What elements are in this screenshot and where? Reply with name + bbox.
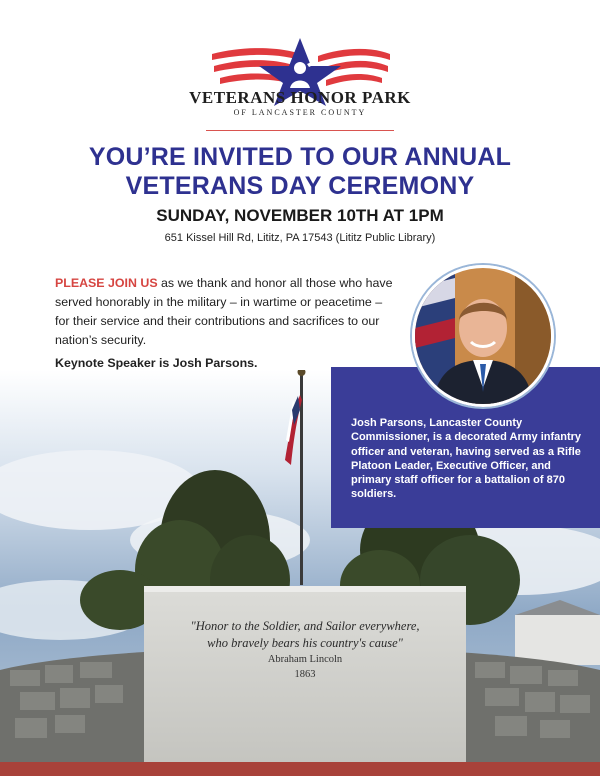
keynote-speaker: Keynote Speaker is Josh Parsons. — [55, 356, 258, 370]
speaker-bio-text: Josh Parsons, Lancaster County Commissioner, is a decorated Army infantry officer and veteran, having served as a Rifle Platoon Leader, Executive Officer, and primary staff officer for a battalion of 870 soldiers. — [351, 417, 582, 501]
event-date-time: SUNDAY, NOVEMBER 10TH AT 1PM — [156, 206, 444, 225]
intro-paragraph — [55, 274, 395, 350]
speaker-photo — [415, 268, 551, 404]
quote-author: Abraham Lincoln — [267, 654, 343, 665]
monument-quote — [150, 618, 460, 652]
quote-line-1: "Honor to the Soldier, and Sailor everywhere, — [190, 619, 420, 633]
invitation-headline — [0, 143, 600, 201]
logo-title: VETERANS HONOR PARK — [189, 88, 411, 107]
event-address: 651 Kissel Hill Rd, Lititz, PA 17543 (Lititz Public Library) — [164, 232, 436, 244]
header-divider — [206, 130, 394, 131]
quote-line-2: who bravely bears his country's cause" — [207, 636, 403, 650]
quote-year: 1863 — [294, 669, 316, 680]
intro-body: as we thank and honor all those who have served honorably in the military – in wartime or peacetime – for their service and their contributions and sacrifices to our nation’s security. — [55, 276, 393, 347]
headline-line-1: YOU’RE INVITED TO OUR ANNUAL — [88, 143, 512, 171]
intro-lead: PLEASE JOIN US — [55, 276, 158, 290]
speaker-portrait — [412, 265, 554, 407]
logo-subtitle: OF LANCASTER COUNTY — [233, 108, 367, 117]
headline-line-2: VETERANS DAY CEREMONY — [125, 172, 475, 200]
